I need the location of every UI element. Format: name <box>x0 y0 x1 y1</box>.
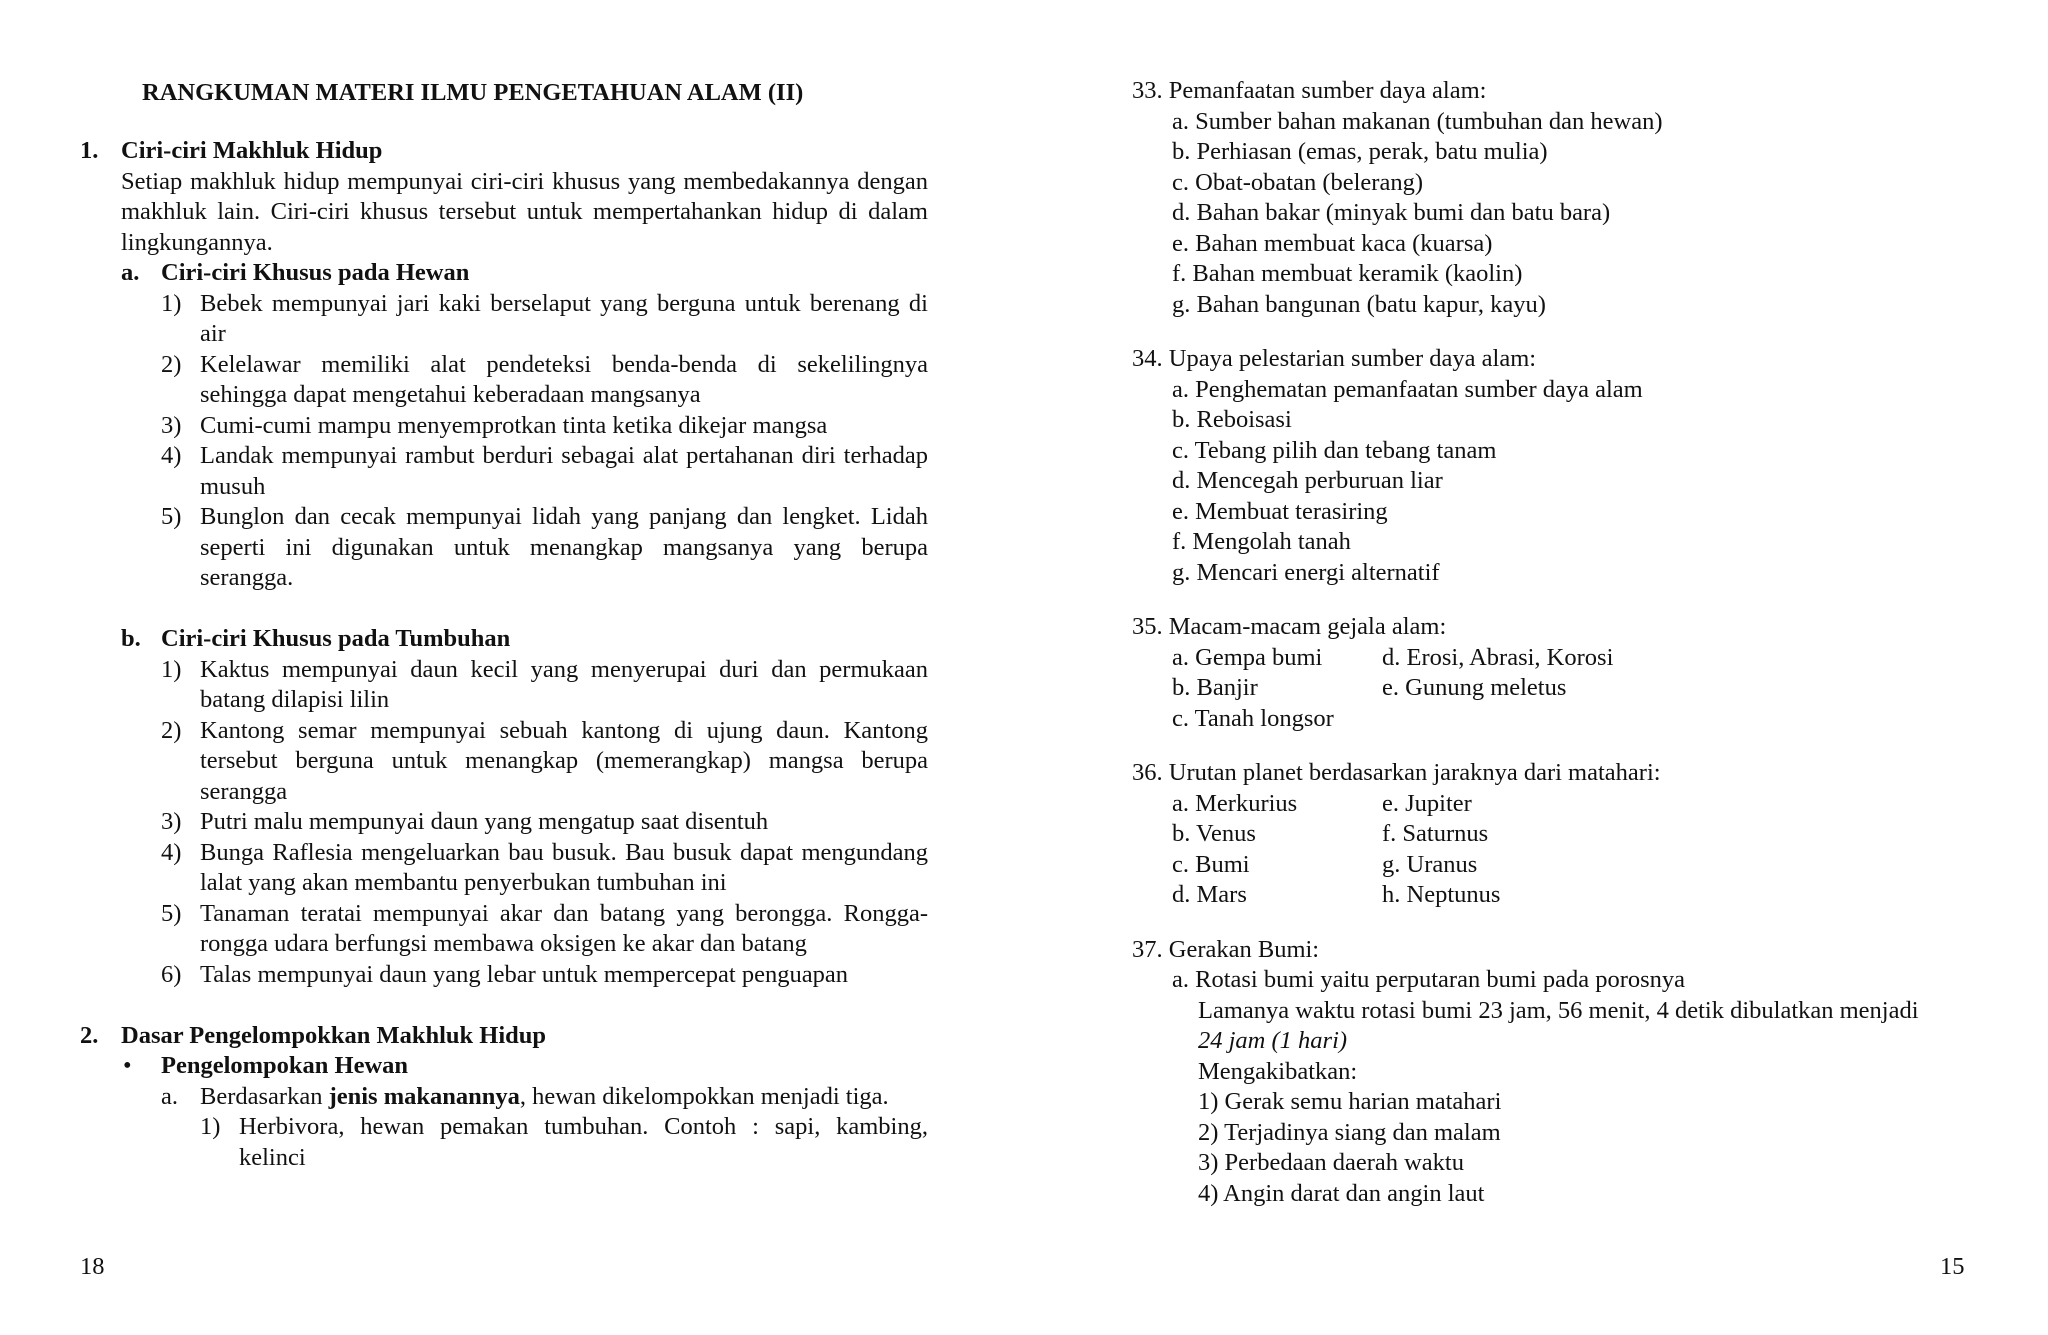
q34-heading: 34. Upaya pelestarian sumber daya alam: <box>1132 345 1537 372</box>
right-page <box>1024 0 2048 1335</box>
section-number: 1. <box>80 137 99 164</box>
subsection-title: Ciri-ciri Khusus pada Tumbuhan <box>161 625 511 652</box>
text-emphasis: jenis makanannya <box>328 1082 520 1110</box>
subsection-title: Ciri-ciri Khusus pada Hewan <box>161 259 470 286</box>
list-item: d. Bahan bakar (minyak bumi dan batu bara) <box>1172 199 1611 226</box>
item-number: 3) <box>161 411 182 439</box>
section-title: Dasar Pengelompokkan Makhluk Hidup <box>121 1021 547 1049</box>
list-item: 2) Terjadinya siang dan malam <box>1198 1118 1501 1146</box>
list-item <box>161 716 928 808</box>
q37-rotation-rounded: 24 jam (1 hari) <box>1198 1027 1348 1054</box>
q33-list <box>1172 107 2032 321</box>
grid-item: e. Jupiter <box>1382 789 1472 817</box>
text-part: Berdasarkan <box>200 1082 329 1110</box>
spacer <box>1132 320 2032 344</box>
page-number: 18 <box>80 1253 105 1280</box>
item-number: 2) <box>161 350 182 378</box>
item-text: Herbivora, hewan pemakan tumbuhan. Contoh : sapi, kambing, kelinci <box>239 1113 928 1171</box>
section-1-heading <box>80 136 928 167</box>
animal-traits-list <box>161 289 928 594</box>
item-text: Kantong semar mempunyai sebuah kantong di ujung daun. Kantong tersebut berguna untuk menangkap (memerangkap) mangsa berupa serangga <box>200 716 928 805</box>
list-item <box>161 655 928 716</box>
list-item: b. Perhiasan (emas, perak, batu mulia) <box>1172 138 1548 165</box>
item-number: 3) <box>161 808 182 835</box>
q36-grid <box>1172 789 2032 911</box>
grid-item: a. Gempa bumi <box>1172 643 1323 671</box>
list-item: g. Mencari energi alternatif <box>1172 558 1440 586</box>
list-item: 3) Perbedaan daerah waktu <box>1198 1149 1464 1176</box>
list-item: f. Mengolah tanah <box>1172 528 1351 555</box>
q35-heading: 35. Macam-macam gejala alam: <box>1132 613 1447 640</box>
grid-item: e. Gunung meletus <box>1382 674 1567 701</box>
list-item: b. Reboisasi <box>1172 406 1292 433</box>
grouping-by-food <box>161 1082 928 1113</box>
list-item <box>161 441 928 502</box>
list-item: e. Membuat terasiring <box>1172 497 1388 525</box>
list-item: c. Obat-obatan (belerang) <box>1172 168 1423 196</box>
item-text: Cumi-cumi mampu menyemprotkan tinta ketika dikejar mangsa <box>200 411 828 439</box>
list-item: f. Bahan membuat keramik (kaolin) <box>1172 260 1523 287</box>
q35-grid <box>1172 643 2032 735</box>
spacer <box>1132 588 2032 612</box>
right-column <box>1132 76 2032 1209</box>
grid-item: h. Neptunus <box>1382 881 1501 908</box>
subsection-animal-grouping <box>121 1051 928 1082</box>
grid-item: b. Banjir <box>1172 674 1258 701</box>
q37-effects-list <box>1198 1087 2032 1209</box>
bullet-icon: • <box>123 1052 132 1079</box>
item-text: Bunga Raflesia mengeluarkan bau busuk. Bau busuk dapat mengundang lalat yang akan membantu penyerbukan tumbuhan ini <box>200 838 928 896</box>
grid-item: f. Saturnus <box>1382 820 1489 847</box>
item-text: Kelelawar memiliki alat pendeteksi benda-benda di sekelilingnya sehingga dapat mengetahui keberadaan mangsanya <box>200 350 928 408</box>
item-text: Bebek mempunyai jari kaki berselaput yang berguna untuk berenang di air <box>200 289 928 347</box>
item-number: 6) <box>161 960 182 988</box>
spacer <box>80 594 928 625</box>
list-item <box>161 960 928 991</box>
subsection-1a-heading <box>121 258 928 289</box>
item-text: Bunglon dan cecak mempunyai lidah yang panjang dan lengket. Lidah seperti ini digunakan untuk menangkap mangsanya yang berupa serangga. <box>200 503 928 591</box>
grid-item: g. Uranus <box>1382 850 1478 878</box>
list-item: e. Bahan membuat kaca (kuarsa) <box>1172 229 1493 257</box>
section-title: Ciri-ciri Makhluk Hidup <box>121 137 383 164</box>
section-2-heading <box>80 1021 928 1052</box>
section-1-paragraph: Setiap makhluk hidup mempunyai ciri-ciri khusus yang membedakannya dengan makhluk lain. Ciri-ciri khusus tersebut untuk mempertahankan hidup di dalam lingkungannya. <box>121 167 928 256</box>
item-number: 4) <box>161 838 182 866</box>
list-item <box>161 350 928 411</box>
spacer <box>1132 734 2032 758</box>
grid-item: d. Mars <box>1172 881 1247 908</box>
q37-effects-heading: Mengakibatkan: <box>1198 1057 1358 1085</box>
list-item: c. Tebang pilih dan tebang tanam <box>1172 436 1497 464</box>
q37-a: a. Rotasi bumi yaitu perputaran bumi pada porosnya <box>1172 966 1686 993</box>
text-part: , hewan dikelompokkan menjadi tiga. <box>519 1082 889 1110</box>
subsection-letter: a. <box>121 259 140 286</box>
item-text: Putri malu mempunyai daun yang mengatup saat disentuh <box>200 808 769 835</box>
grid-item: b. Venus <box>1172 820 1256 847</box>
spacer <box>1132 911 2032 935</box>
list-item <box>161 807 928 838</box>
list-item: a. Sumber bahan makanan (tumbuhan dan hewan) <box>1172 107 1663 135</box>
list-item <box>161 899 928 960</box>
page-number: 15 <box>1940 1253 1965 1280</box>
item-number: 1) <box>161 289 182 317</box>
list-item <box>161 289 928 350</box>
item-number: 4) <box>161 442 182 469</box>
grid-item: c. Bumi <box>1172 850 1250 878</box>
grid-item: a. Merkurius <box>1172 789 1298 817</box>
spacer <box>80 990 928 1021</box>
subsection-title: Pengelompokan Hewan <box>161 1052 409 1079</box>
grid-item <box>1382 704 1682 735</box>
section-number: 2. <box>80 1021 99 1049</box>
subsection-1b-heading <box>121 624 928 655</box>
q33-heading: 33. Pemanfaatan sumber daya alam: <box>1132 77 1487 104</box>
q36-heading: 36. Urutan planet berdasarkan jaraknya dari matahari: <box>1132 759 1661 786</box>
q34-list <box>1172 375 2032 589</box>
subsection-letter: b. <box>121 625 141 652</box>
document-title: RANGKUMAN MATERI ILMU PENGETAHUAN ALAM (II) <box>142 79 804 106</box>
item-number: 5) <box>161 503 182 530</box>
list-item <box>161 838 928 899</box>
q37-heading: 37. Gerakan Bumi: <box>1132 935 1320 963</box>
item-letter: a. <box>161 1082 178 1110</box>
item-number: 2) <box>161 716 182 744</box>
list-item <box>161 411 928 442</box>
item-number: 5) <box>161 899 182 927</box>
item-number: 1) <box>161 655 182 683</box>
q37-rotation-duration: Lamanya waktu rotasi bumi 23 jam, 56 menit, 4 detik dibulatkan menjadi <box>1198 996 1919 1024</box>
list-item: g. Bahan bangunan (batu kapur, kayu) <box>1172 290 1546 318</box>
plant-traits-list <box>161 655 928 991</box>
item-text: Talas mempunyai daun yang lebar untuk mempercepat penguapan <box>200 960 848 988</box>
list-item: 1) Gerak semu harian matahari <box>1198 1088 1502 1115</box>
item-text <box>200 1082 928 1113</box>
list-item: 4) Angin darat dan angin laut <box>1198 1179 1485 1207</box>
item-number: 1) <box>200 1113 221 1140</box>
list-item <box>161 502 928 594</box>
item-text: Tanaman teratai mempunyai akar dan batang yang berongga. Rongga-rongga udara berfungsi membawa oksigen ke akar dan batang <box>200 899 928 957</box>
grid-item: c. Tanah longsor <box>1172 704 1334 732</box>
left-column <box>80 136 928 1173</box>
list-item: d. Mencegah perburuan liar <box>1172 467 1443 494</box>
grid-item: d. Erosi, Abrasi, Korosi <box>1382 643 1614 671</box>
list-item <box>200 1112 928 1173</box>
item-text: Kaktus mempunyai daun kecil yang menyerupai duri dan permukaan batang dilapisi lilin <box>200 655 928 713</box>
list-item: a. Penghematan pemanfaatan sumber daya alam <box>1172 375 1643 403</box>
item-text: Landak mempunyai rambut berduri sebagai alat pertahanan diri terhadap musuh <box>200 442 928 500</box>
